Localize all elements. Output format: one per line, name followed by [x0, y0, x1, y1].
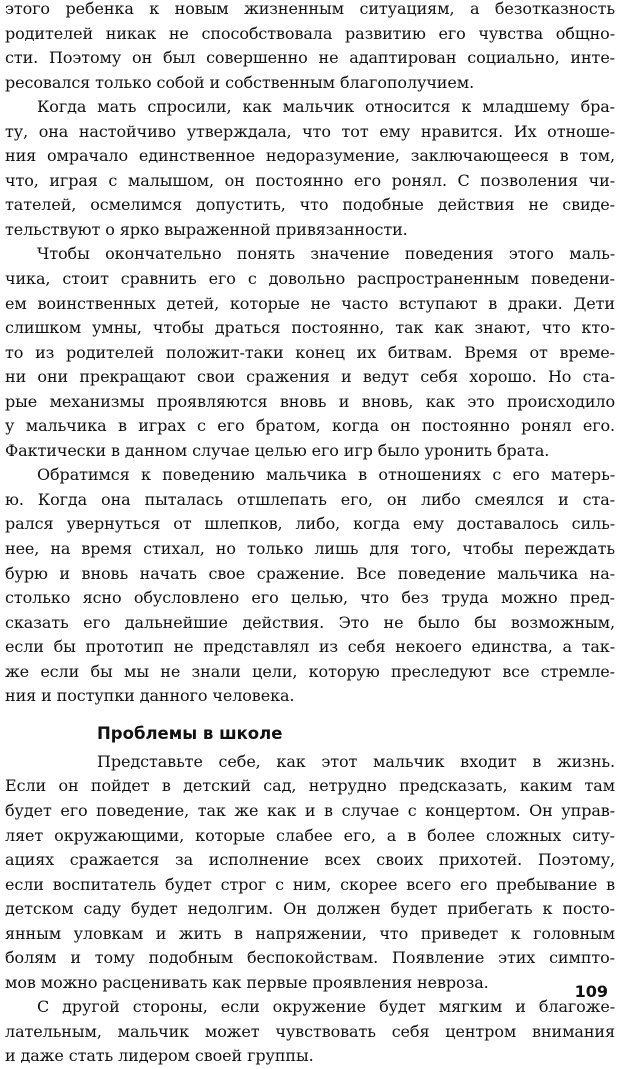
text-line: тателей, осмелимся допустить, что подобные действия не свиде- [5, 195, 615, 215]
text-line: Чтобы окончательно понять значение поведения этого маль- [37, 244, 615, 264]
body-text-after [5, 750, 615, 1069]
text-line: же если бы мы не знали цели, которую преследуют все стремле- [5, 661, 615, 681]
body-text-before [5, 0, 615, 709]
section-heading: Проблемы в школе [97, 723, 283, 743]
text-line: янным уловкам и жить в напряжении, что приведет к головным [5, 923, 615, 943]
text-line: рые механизмы проявляются вновь и вновь, как это происходило [5, 391, 615, 411]
text-line: то из родителей положит-таки конец их битвам. Время от време- [5, 342, 615, 362]
paragraph [5, 242, 615, 463]
text-line: что, играя с малышом, он постоянно его ронял. С позволения чи- [5, 170, 615, 190]
book-page [5, 0, 615, 1066]
text-line: мов можно расценивать как первые проявления невроза. [5, 972, 489, 992]
text-line: Представьте себе, как этот мальчик входит в жизнь. [97, 751, 615, 771]
paragraph [5, 995, 615, 1069]
text-line: ациях сражается за исполнение всех своих прихотей. Поэтому, [5, 850, 615, 870]
paragraph [5, 463, 615, 708]
text-line: ю. Когда она пыталась отшлепать его, он либо смеялся и ста- [5, 489, 615, 509]
text-line: Фактически в данном случае целью его игр было уронить брата. [5, 440, 550, 460]
paragraph [5, 0, 615, 95]
text-line: столько ясно обусловлено его целью, что без труда можно пред- [5, 588, 615, 608]
text-line: болям и тому подобным беспокойствам. Появление этих симпто- [5, 948, 615, 968]
text-line: детском саду будет недолгим. Он должен будет прибегать к посто- [5, 899, 615, 919]
text-line: сти. Поэтому он был совершенно не адаптирован социально, инте- [5, 48, 615, 68]
text-line: ем воинственных детей, которые не часто вступают в драки. Дети [5, 293, 615, 313]
text-line: если бы прототип не представлял из себя некоего единства, а так- [5, 637, 615, 657]
text-line: ресовался только собой и собственным благополучием. [5, 72, 475, 92]
text-line: тельствуют о ярко выраженной привязанности. [5, 219, 408, 239]
text-line: будет его поведение, так же как и в случае с концертом. Он управ- [5, 800, 615, 820]
text-line: С другой стороны, если окружение будет мягким и благоже- [37, 997, 615, 1017]
text-line: ляет окружающими, которые слабее его, а в более сложных ситу- [5, 825, 615, 845]
text-line: чика, стоит сравнить его с довольно распространенным поведени- [5, 269, 615, 289]
text-line: сказать его дальнейшие действия. Это не было бы возможным, [5, 612, 615, 632]
text-line: лательным, мальчик может чувствовать себя центром внимания [5, 1021, 615, 1041]
text-line: если воспитатель будет строг с ним, скорее всего его пребывание в [5, 874, 615, 894]
text-line: ни они прекращают свои сражения и ведут себя хорошо. Но ста- [5, 367, 615, 387]
text-line: этого ребенка к новым жизненным ситуациям, а безотказность [5, 0, 615, 18]
text-line: слишком умны, чтобы драться постоянно, так как знают, что кто- [5, 318, 615, 338]
text-line: ния и поступки данного человека. [5, 686, 295, 706]
text-line: нее, на время стихал, но только лишь для того, чтобы переждать [5, 539, 615, 559]
text-line: бурю и вновь начать свое сражение. Все поведение мальчика на- [5, 563, 615, 583]
text-line: ту, она настойчиво утверждала, что тот ему нравится. Их отноше- [5, 121, 615, 141]
text-line: ния омрачало единственное недоразумение, заключающееся в том, [5, 146, 615, 166]
text-line: и даже стать лидером своей группы. [5, 1046, 314, 1066]
paragraph [5, 750, 615, 995]
page-number: 109 [574, 982, 608, 1001]
text-line: у мальчика в играх с его братом, когда он постоянно ронял его. [5, 416, 615, 436]
paragraph [5, 95, 615, 242]
text-line: рался увернуться от шлепков, либо, когда ему доставалось силь- [5, 514, 615, 534]
text-line: Обратимся к поведению мальчика в отношениях с его матерь- [37, 465, 615, 485]
text-line: Когда мать спросили, как мальчик относится к младшему бра- [37, 97, 615, 117]
text-line: родителей никак не способствовала развитию его чувства общно- [5, 23, 615, 43]
text-line: Если он пойдет в детский сад, нетрудно предсказать, каким там [5, 776, 615, 796]
